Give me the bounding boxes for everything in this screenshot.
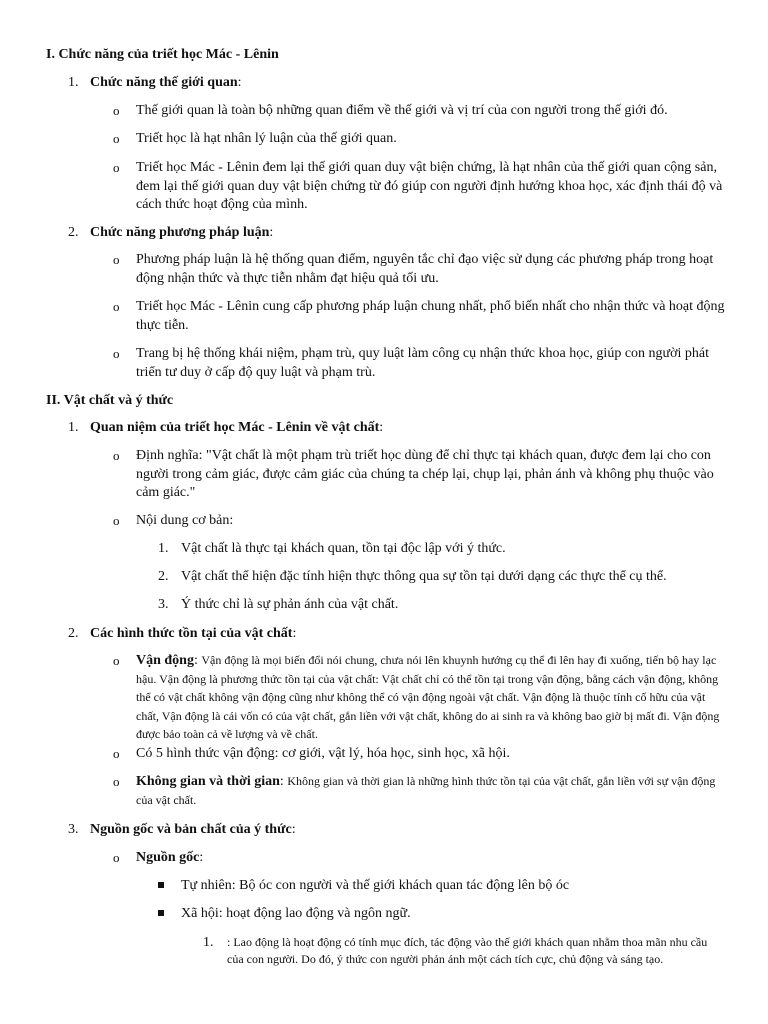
section2-item2: 2. Các hình thức tồn tại của vật chất: [68,626,297,641]
movement-text: Vận động là mọi biến đổi nói chung, chưa nói lên khuynh hướng cụ thể đi lên hay đi xuống, tiến bộ hay lạc hậu. Vận động là phương thức tồn tại của vật chất: Vật chất chỉ có thể tồn tại trong vận động, bằng cách vận động, không thể có vật chất không vận động cũng như không thể có vận động ngoài vật chất. Vận động là thuộc tính cố hữu của vật chất, Vận động là cái vốn có của vật chất, gắn liền với vật chất, không do ai sinh ra và không bao giờ bị mất đi. Vận động được bảo toàn cả về lượng và về chất. [136,653,720,741]
section2-heading: II. Vật chất và ý thức [46,393,174,408]
bullet-text: Triết học là hạt nhân lý luận của thế giới quan. [136,131,397,146]
bullet-marker: o [113,160,120,175]
bullet-text: Trang bị hệ thống khái niệm, phạm trù, quy luật làm công cụ nhận thức khoa học, giúp con người phát triển tư duy ở cấp độ quy luật và phạm trù. [136,346,710,380]
item-number: 1. [203,935,214,950]
bullet-marker: o [113,746,120,761]
bullet-item: o Không gian và thời gian: Không gian và thời gian là những hình thức tồn tại của vật chất, gắn liền với sự vận động của vật chất. [113,774,716,807]
bullet-item: o Vận động: Vận động là mọi biến đổi nói chung, chưa nói lên khuynh hướng cụ thể đi lên hay đi xuống, tiến bộ hay lạc hậu. Vận động là phương thức tồn tại của vật chất: Vật chất chỉ có thể tồn tại trong vận động, bằng cách vận động, không thể có vật chất không vận động cũng như không thể có vận động ngoài vật chất. Vận động là thuộc tính cố hữu của vật chất, Vận động là cái vốn có của vật chất, gắn liền với vật chất, không do ai sinh ra và không bao giờ bị mất đi. Vận động được bảo toàn cả về lượng và về chất. [113,653,720,741]
square-bullet-item [158,877,728,895]
numbered-item [158,596,728,614]
bullet-marker: o [113,299,120,314]
item-number: 1. [68,75,79,90]
item-title: Nguồn gốc và bản chất của ý thức [90,822,292,837]
bullet-marker: o [113,252,120,267]
bullet-item [113,251,728,288]
social-text: Xã hội: hoạt động lao động và ngôn ngữ. [181,906,411,921]
square-bullet-icon [158,910,164,916]
bullet-marker: o [113,103,120,118]
bullet-text: Phương pháp luận là hệ thống quan điểm, nguyên tắc chỉ đạo việc sử dụng các phương pháp trong hoạt động nhận thức và thực tiễn nhằm đạt hiệu quả tối ưu. [136,252,714,286]
bullet-item: o Nguồn gốc: [113,849,728,868]
definition-text: Định nghĩa: "Vật chất là một phạm trù triết học dùng để chỉ thực tại khách quan, được đem lại cho con người trong cảm giác, được cảm giác của chúng ta chép lại, chụp lại, phản ánh và không phụ thuộc vào cảm giác." [136,448,714,500]
bullet-item [113,745,728,764]
bullet-marker: o [113,850,120,865]
bullet-item [113,102,728,121]
item-number: 2. [68,225,79,240]
spacetime-text: Không gian và thời gian là những hình thức tồn tại của vật chất, gắn liền với sự vận động của vật chất. [136,774,716,807]
labor-text: : Lao động là hoạt động có tính mục đích, tác động vào thế giới khách quan nhằm thoa mãn nhu cầu của con người. Do đó, ý thức con người phản ánh một cách tích cực, chủ động và sáng tạo. [227,935,708,966]
item-text: Ý thức chỉ là sự phản ánh của vật chất. [181,597,399,612]
bullet-text: Triết học Mác - Lênin đem lại thế giới quan duy vật biện chứng, là hạt nhân của thế giới quan cộng sản, đem lại thế giới quan duy vật biện chứng từ đó giúp con người định hướng khoa học, xác định thái độ và cách thức hoạt động của mình. [136,160,723,212]
bullet-marker: o [113,774,120,789]
origin-label: Nguồn gốc [136,850,200,865]
bullet-item [113,130,728,149]
section1-item1: 1. Chức năng thế giới quan: [68,75,242,90]
item-title: Chức năng phương pháp luận [90,225,270,240]
item-number: 1. [158,541,169,556]
square-bullet-icon [158,882,164,888]
section1-heading: I. Chức năng của triết học Mác - Lênin [46,47,279,62]
item-number: 3. [68,822,79,837]
movement-label: Vận động [136,653,194,668]
bullet-item [113,159,728,215]
bullet-marker: o [113,346,120,361]
bullet-item [113,298,728,335]
bullet-marker: o [113,513,120,528]
square-bullet-item [158,905,728,923]
bullet-marker: o [113,448,120,463]
content-label: Nội dung cơ bản: [136,513,234,528]
item-text: Vật chất là thực tại khách quan, tồn tại độc lập với ý thức. [181,541,506,556]
bullet-text: Thế giới quan là toàn bộ những quan điểm về thế giới và vị trí của con người trong thế giới đó. [136,103,668,118]
numbered-item [203,934,723,968]
item-number: 3. [158,597,169,612]
item-number: 2. [68,626,79,641]
section1-item2: 2. Chức năng phương pháp luận: [68,225,274,240]
item-title: Các hình thức tồn tại của vật chất [90,626,293,641]
numbered-item [158,568,728,586]
section2-item3: 3. Nguồn gốc và bản chất của ý thức: [68,822,296,837]
natural-text: Tự nhiên: Bộ óc con người và thế giới khách quan tác động lên bộ óc [181,878,570,893]
bullet-marker: o [113,131,120,146]
item-title: Chức năng thế giới quan [90,75,238,90]
bullet-text: Triết học Mác - Lênin cung cấp phương pháp luận chung nhất, phổ biến nhất cho nhận thức và hoạt động thực tiễn. [136,299,725,333]
item-number: 1. [68,420,79,435]
section2-item1: 1. Quan niệm của triết học Mác - Lênin về vật chất: [68,420,384,435]
spacetime-label: Không gian và thời gian [136,774,280,789]
forms-text: Có 5 hình thức vận động: cơ giới, vật lý, hóa học, sinh học, xã hội. [136,746,510,761]
numbered-item [158,540,728,558]
item-number: 2. [158,569,169,584]
item-text: Vật chất thể hiện đặc tính hiện thực thông qua sự tồn tại dưới dạng các thực thể cụ thể. [181,569,667,584]
bullet-item [113,512,728,531]
bullet-item [113,447,728,503]
bullet-marker: o [113,653,120,668]
bullet-item [113,345,728,382]
item-title: Quan niệm của triết học Mác - Lênin về vật chất [90,420,380,435]
